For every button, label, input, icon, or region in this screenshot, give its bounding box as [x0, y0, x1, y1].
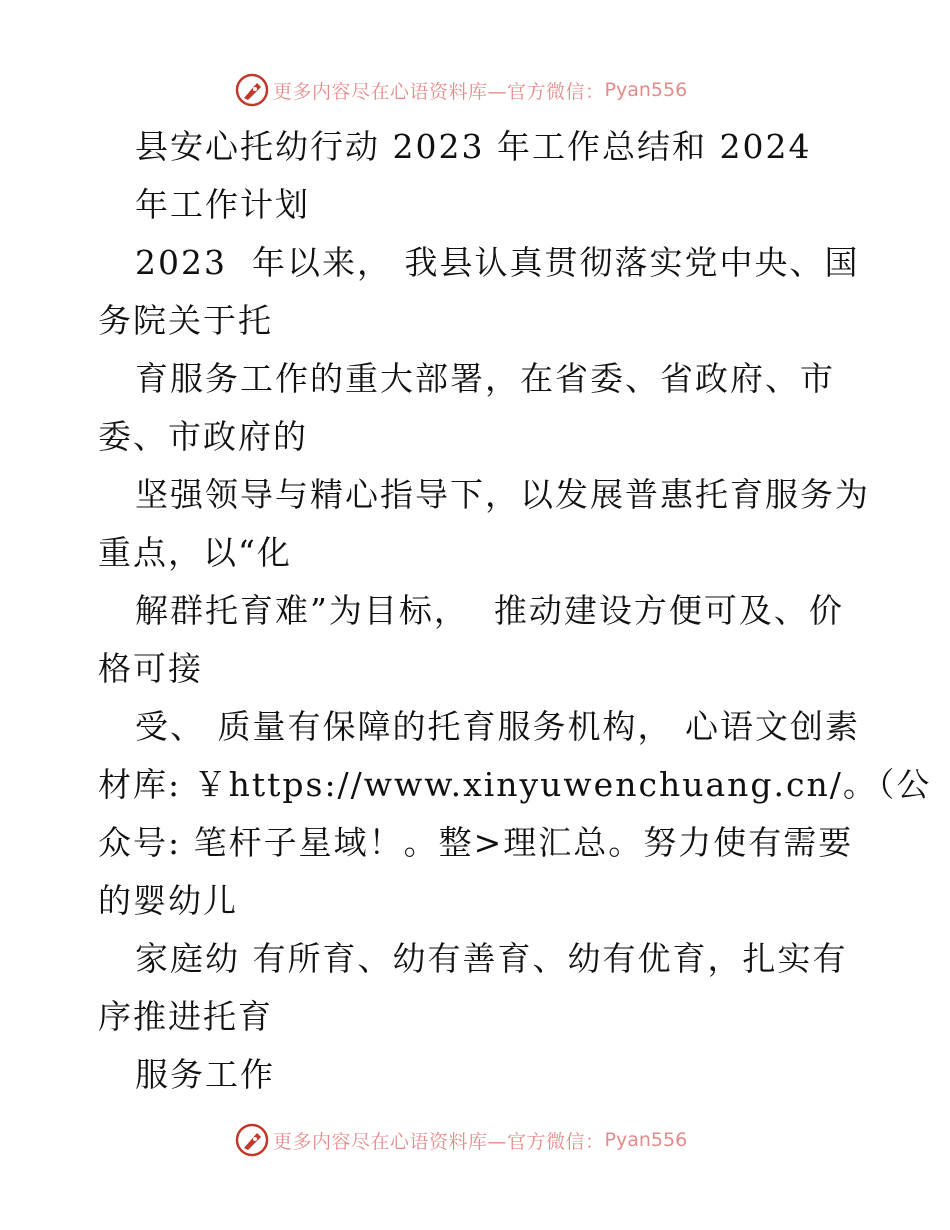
text-line: 解群托育难”为目标， 推动建设方便可及、价 — [135, 591, 844, 630]
text-line: 受、 质量有保障的托育服务机构， 心语文创素 — [135, 707, 860, 746]
footer-banner — [235, 1122, 715, 1158]
text-line: 的婴幼儿 — [98, 881, 238, 920]
text-line: 序推进托育 — [98, 997, 273, 1036]
banner-wechat-id: Pyan556 — [604, 79, 688, 101]
banner-text: 更多内容尽在心语资料库—官方微信： — [273, 1130, 605, 1153]
text-line: 2023 年以来， 我县认真贯彻落实党中央、国 — [135, 243, 860, 282]
text-line: 委、市政府的 — [98, 417, 308, 456]
text-line: 重点，以“化 — [98, 533, 292, 572]
text-line: 家庭幼 有所育、幼有善育、幼有优育，扎实有 — [135, 939, 848, 978]
pen-nib-logo-icon — [235, 1123, 269, 1157]
header-banner — [235, 72, 715, 108]
text-line: 众号: 笔杆子星域！。整>理汇总。努力使有需要 — [98, 823, 854, 862]
title-line-2: 年工作计划 — [135, 185, 310, 224]
text-line: 育服务工作的重大部署，在省委、省政府、市 — [135, 359, 835, 398]
text-line: 务院关于托 — [98, 301, 273, 340]
text-line: 格可接 — [98, 649, 203, 688]
text-line: 材库: ￥https://www.xinyuwenchuang.cn/。（公 — [98, 765, 932, 804]
text-line: 服务工作 — [135, 1055, 275, 1094]
pen-nib-logo-icon — [235, 73, 269, 107]
banner-wechat-id: Pyan556 — [604, 1129, 688, 1151]
banner-text: 更多内容尽在心语资料库—官方微信： — [273, 80, 605, 103]
title-line-1: 县安心托幼行动 2023 年工作总结和 2024 — [135, 127, 812, 166]
text-line: 坚强领导与精心指导下，以发展普惠托育服务为 — [135, 475, 870, 514]
